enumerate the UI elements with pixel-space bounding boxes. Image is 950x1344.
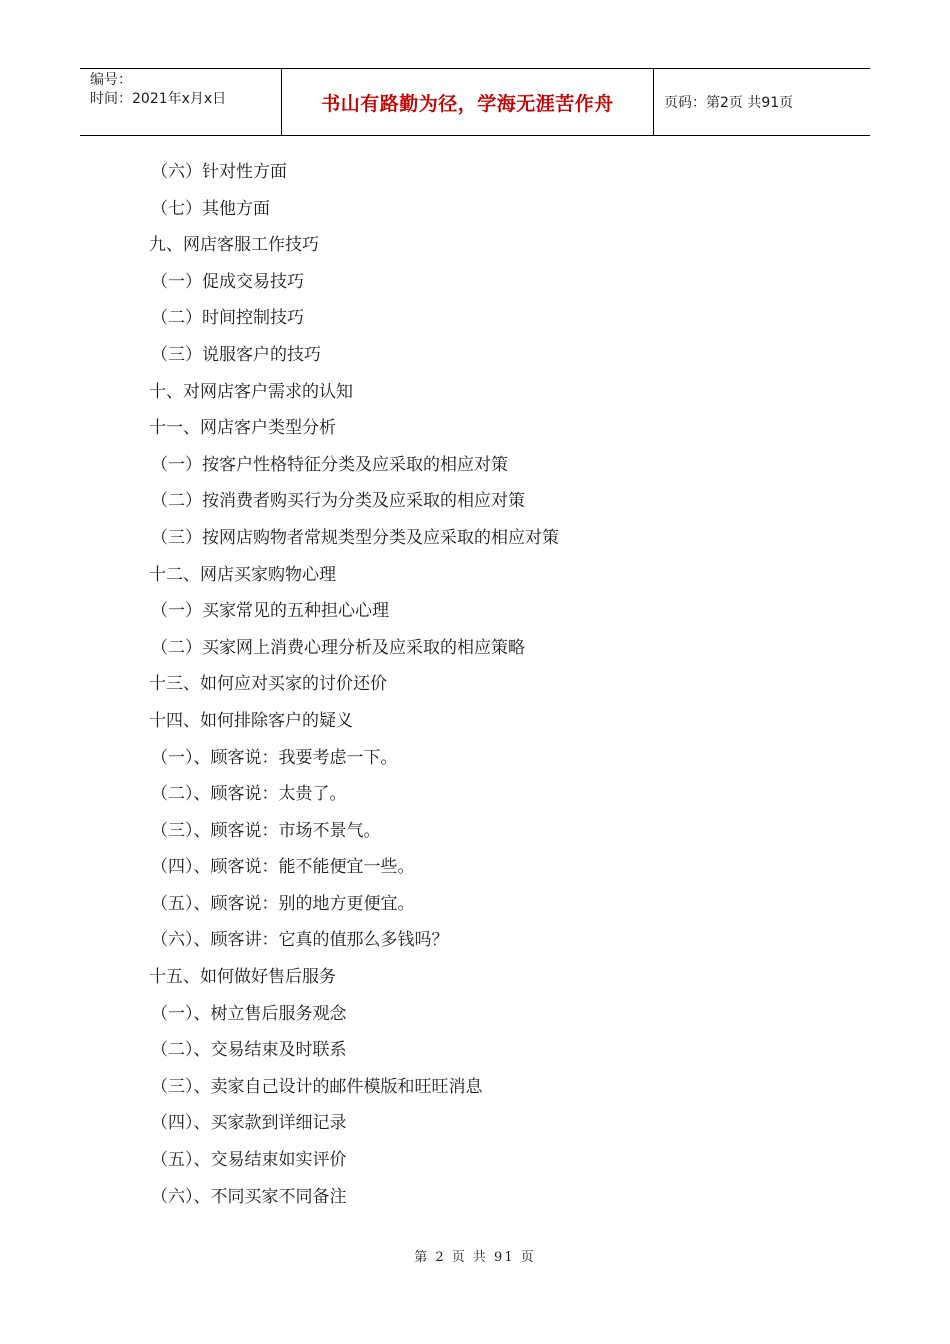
toc-item: （一）、树立售后服务观念 <box>151 1003 347 1024</box>
toc-item: （四）、顾客说：能不能便宜一些。 <box>151 857 415 878</box>
toc-item: （六）、不同买家不同备注 <box>151 1186 347 1207</box>
time-label: 时间：2021年x月x日 <box>90 91 227 107</box>
toc-item: （一）促成交易技巧 <box>151 271 304 292</box>
toc-item: （六）针对性方面 <box>151 162 287 182</box>
toc-item: （二）、顾客说：太贵了。 <box>151 784 347 805</box>
toc-item: （二）按消费者购买行为分类及应采取的相应对策 <box>151 491 525 512</box>
header-meta <box>80 69 282 135</box>
toc-item: （一）买家常见的五种担心心理 <box>151 601 389 622</box>
toc-item: （三）按网店购物者常规类型分类及应采取的相应对策 <box>151 527 559 548</box>
toc-item: （五）、顾客说：别的地方更便宜。 <box>151 893 415 914</box>
toc-item: 十、对网店客户需求的认知 <box>149 381 353 402</box>
header-page-info: 页码：第2页 共91页 <box>664 95 794 111</box>
header-motto: 书山有路勤为径，学海无涯苦作舟 <box>282 69 654 135</box>
toc-item: （六）、顾客讲：它真的值那么多钱吗？ <box>151 930 449 951</box>
page-footer: 第 2 页 共 91 页 <box>414 1250 536 1265</box>
serial-label: 编号： <box>90 72 132 88</box>
toc-item: （四）、买家款到详细记录 <box>151 1113 347 1134</box>
table-of-contents <box>149 154 559 1215</box>
toc-item: 十四、如何排除客户的疑义 <box>149 710 353 731</box>
toc-item: （一）、顾客说：我要考虑一下。 <box>151 747 398 768</box>
toc-item: （三）说服客户的技巧 <box>151 344 321 365</box>
toc-item: （二）、交易结束及时联系 <box>151 1040 347 1061</box>
toc-item: （一）按客户性格特征分类及应采取的相应对策 <box>151 454 508 475</box>
toc-item: （二）买家网上消费心理分析及应采取的相应策略 <box>151 637 525 658</box>
toc-item: 十二、网店买家购物心理 <box>149 564 336 585</box>
toc-item: （二）时间控制技巧 <box>151 308 304 329</box>
toc-item: 十一、网店客户类型分析 <box>149 418 336 439</box>
toc-item: （三）、卖家自己设计的邮件模版和旺旺消息 <box>151 1076 483 1097</box>
page-header <box>80 68 870 136</box>
toc-item: 十三、如何应对买家的讨价还价 <box>149 674 387 695</box>
toc-item: 九、网店客服工作技巧 <box>149 235 319 256</box>
toc-item: （七）其他方面 <box>151 198 270 219</box>
toc-item: （三）、顾客说：市场不景气。 <box>151 820 381 841</box>
toc-item: （五）、交易结束如实评价 <box>151 1150 347 1171</box>
toc-item: 十五、如何做好售后服务 <box>149 967 336 988</box>
